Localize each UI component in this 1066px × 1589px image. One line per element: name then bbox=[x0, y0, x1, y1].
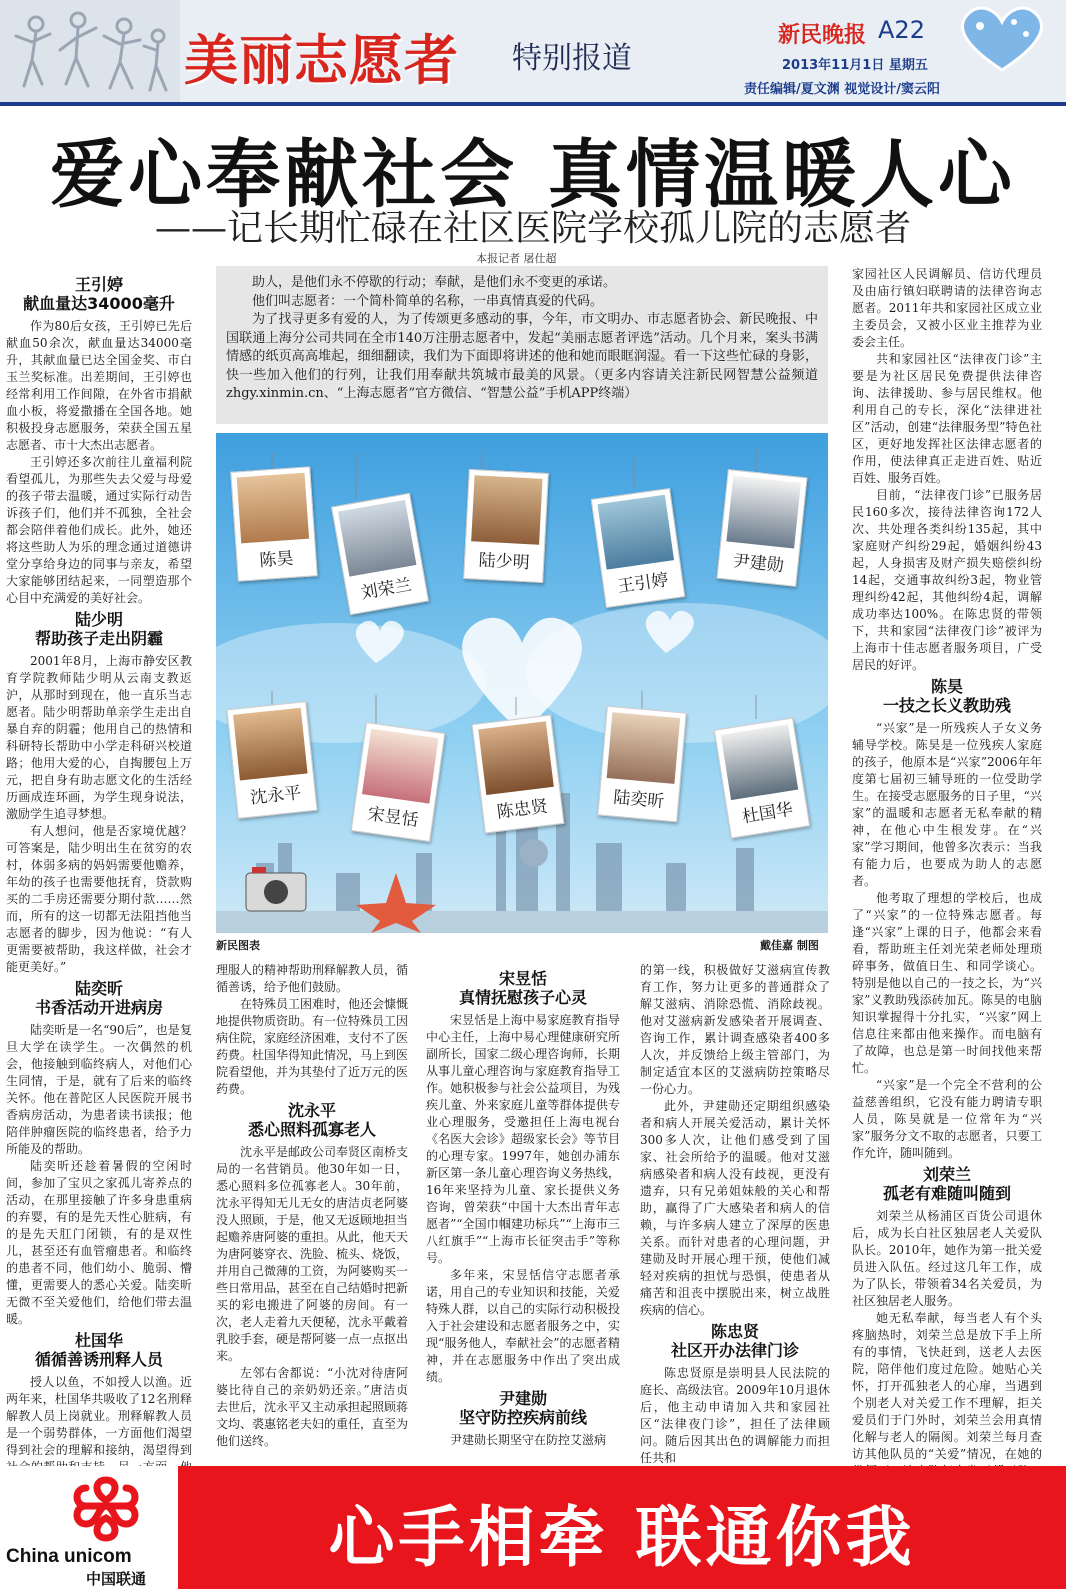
section-name: 陈昊 bbox=[852, 678, 1042, 695]
paragraph: 他考取了理想的学校后，也成了“兴家”的一位特殊志愿者。每逢“兴家”上课的日子，他都会来看看，帮助班主任刘光荣老师处理琐碎事务，做值日生、和同学谈心。特别是他以自己的一技之长，为“兴家”义教助残添砖加瓦。陈昊的电脑知识掌握得十分扎实，“兴家”网上信息往来都由他来操作。而电脑有了故障，也总是第一时间找他来帮忙。 bbox=[852, 891, 1042, 1075]
brand-english: China unicom bbox=[6, 1546, 132, 1567]
brand-chinese: 中国联通 bbox=[86, 1570, 147, 1588]
photo-caption: 刘荣兰 bbox=[359, 575, 414, 604]
paragraph: 有人想问，他是否家境优越？可答案是，陆少明出生在贫穷的农村，体弱多病的妈妈需要他赡养，年幼的孩子也需要他抚育，贷款购买的二手房还需要分期付款……然而，所有的这一切都无法阻挡他当志愿者的脚步，因为他说：“有人更需要被帮助，我这样做，社会才能更美好。” bbox=[6, 824, 192, 974]
paragraph: 尹建勋长期坚守在防控艾滋病 bbox=[450, 1433, 607, 1447]
photo-card bbox=[463, 469, 549, 583]
paragraph: 宋昱恬是上海中易家庭教育指导中心主任，上海中易心理健康研究所副所长，国家二级心理咨询师，长期从事儿童心理咨询与家庭教育指导工作。她积极参与社会公益项目，为残疾儿童、外来家庭儿童等群体提供专业心理服务，受邀担任上海电视台《名医大会诊》超级家长会》等节目的心理专家。1997年，她创办浦东新区第一条儿童心理咨询义务热线，16年来坚持为儿童、家长提供义务咨询，曾荣获“中国十大杰出青年志愿者”“全国巾帼建功标兵”“上海市三八红旗手”“上海市长征突击手”等称号。 bbox=[426, 1013, 620, 1265]
section-title: 真情抚慰孩子心灵 bbox=[458, 988, 587, 1007]
photo-card bbox=[591, 488, 686, 608]
paragraph: 授人以鱼，不如授人以渔。近两年来，杜国华共吸收了12名刑释解教人员上岗就业。刑释解教人员是一个弱势群体，一方面他们渴望得到社会的理解和接纳，渴望得到 bbox=[6, 1375, 192, 1457]
newspaper-name: 新民晚报 bbox=[778, 22, 867, 48]
intro-box bbox=[216, 266, 828, 424]
subheadline: ——记长期忙碌在社区医院学校孤儿院的志愿者 bbox=[154, 208, 911, 249]
paragraph: “兴家”是一个完全不营利的公益慈善组织，它没有能力聘请专职人员，陈昊就是一位常年为“兴家”服务分文不取的志愿者，只要工作允许，随叫随到。 bbox=[852, 1078, 1042, 1160]
column-4 bbox=[640, 962, 830, 1465]
byline: 本报记者 屠仕超 bbox=[476, 252, 557, 265]
section-name: 王引婷 bbox=[6, 276, 192, 293]
dancing-figures-icon bbox=[6, 6, 174, 98]
photo-chen-zhongxian bbox=[478, 721, 554, 795]
section-name: 陆少明 bbox=[6, 611, 192, 628]
section-title: 书香活动开进病房 bbox=[34, 998, 163, 1017]
paragraph: 在特殊员工困难时，他还会慷慨地提供物质资助。有一位特殊员工因病住院，家庭经济困难，支付不了医药费。杜国华得知此情况，马上到医院看望他，并为其垫付了近万元的医药费。 bbox=[216, 997, 409, 1096]
graphic-credit-source: 新民图表 bbox=[216, 939, 260, 952]
special-report-label: 特别报道 bbox=[512, 41, 632, 76]
paragraph: 作为80后女孩，王引婷已先后献血50余次，献血量达34000毫升，其献血量已达全国金奖、市白玉兰奖标准。出差期间，王引婷也经常利用工作间隙，在外省市捐献血小板，将爱撒播在全国各地。她积极投身志愿服务，荣获全国五星志愿者、市十大杰出志愿者。 bbox=[6, 319, 192, 452]
intro-paragraph: 为了找寻更多有爱的人，为了传颂更多感动的事，今年，市文明办、市志愿者协会、新民晚报、中国联通上海分公司共同在全市140万注册志愿者中，发起“美丽志愿者评选”活动。几个月来，案头书满情感的纸页高高堆起，细细翻读，我们为下面即将讲述的他和她而眼眶润湿。看一下这些忙碌的身影，快一些加入他们的行列，让我们用奉献共筑城市最美的风景。（更多内容请关注新民网智慧公益频道 zhgy.xinmin.cn、“上海志愿者”官方微信、“智慧公益”手机APP终端） bbox=[226, 312, 818, 401]
issue-date: 2013年11月1日 星期五 bbox=[782, 58, 928, 73]
section-title: 孤老有难随叫随到 bbox=[882, 1184, 1011, 1203]
heart-cloud-icon bbox=[952, 4, 1052, 74]
photo-lu-yixin bbox=[607, 712, 680, 784]
photo-song-yutian bbox=[362, 729, 439, 804]
photo-caption: 沈永平 bbox=[249, 783, 303, 809]
photo-caption: 王引婷 bbox=[616, 570, 670, 598]
section-name: 陆奕昕 bbox=[6, 980, 192, 997]
section-title: 帮助孩子走出阴霾 bbox=[34, 629, 163, 648]
photo-caption: 尹建勋 bbox=[731, 551, 785, 577]
advertisement-banner bbox=[0, 1466, 1066, 1589]
paragraph: 多年来，宋昱恬信守志愿者承诺，用自己的专业知识和技能，关爱特殊人群，以自己的实际行动积极投入于社会建设和志愿者服务之中，实现“服务他人，奉献社会”的志愿者精神，并在志愿服务中作出了突出成绩。 bbox=[426, 1268, 620, 1384]
section-name: 刘荣兰 bbox=[852, 1166, 1042, 1183]
intro-paragraph: 助人，是他们永不停歇的行动；奉献，是他们永不变更的承诺。 bbox=[252, 275, 617, 290]
paragraph: 陆奕昕是一名“90后”，也是复旦大学在读学生。一次偶然的机会，他接触到临终病人，对他们心生同情，于是，就有了后来的临终关怀。他在普陀区人民医院开展书香病房活动，为患者读书读报；他陪伴肿瘤医院的临终患者，给予力所能及的帮助。 bbox=[6, 1023, 192, 1156]
photo-caption: 陆奕昕 bbox=[612, 787, 666, 813]
masthead-illustration bbox=[0, 0, 180, 102]
section-name: 沈永平 bbox=[216, 1102, 408, 1119]
section-title: 一技之长义教助残 bbox=[882, 696, 1011, 715]
column-3 bbox=[426, 966, 620, 1462]
section-title: 悉心照料孤寡老人 bbox=[247, 1120, 376, 1139]
photo-caption: 陈忠贤 bbox=[495, 796, 549, 823]
photo-lu-shaoming bbox=[471, 475, 542, 544]
photo-card bbox=[230, 466, 317, 581]
paragraph: 家园社区人民调解员、信访代理员及由庙行镇妇联聘请的法律咨询志愿者。2011年共和家园社区成立业主委员会，又被小区业主推荐为业委会主任。 bbox=[852, 267, 1042, 349]
editor-credits: 责任编辑/夏文渊 视觉设计/窦云阳 bbox=[744, 82, 941, 97]
section-title: 社区开办法律门诊 bbox=[670, 1341, 799, 1360]
paragraph: 理服人的精神帮助刑释解教人员，循循善诱，给予他们鼓励。 bbox=[216, 963, 409, 994]
section-name: 杜国华 bbox=[6, 1332, 192, 1349]
paragraph: 沈永平是邮政公司奉贤区南桥支局的一名营销员。他30年如一日，悉心照料多位孤寡老人。30年前，沈永平得知无儿无女的唐洁贞老阿婆没人照顾，于是，他又无返顾地担当起赡养唐阿婆的重担。从此，他天天为唐阿婆穿衣、洗脸、梳头、烧饭，并用自己微薄的工资，为阿婆购买一些日常用品，甚至在自己结婚时把新买的彩电搬进了阿婆的房间。有一次，老人走着九天便秘，沈永平戴着乳胶手套，硬是帮阿婆一点一点抠出来。 bbox=[216, 1145, 409, 1363]
paragraph: 陈忠贤原是崇明县人民法院的庭长、高级法官。2009年10月退休后，他主动申请加入共和家园社区“法律夜门诊”，担任了法律顾问。随后因其出色的调解能力而担任共和 bbox=[640, 1366, 830, 1465]
section-name: 宋昱恬 bbox=[426, 970, 620, 987]
section-title: 坚守防控疾病前线 bbox=[458, 1408, 587, 1427]
paragraph: 此外，尹建勋还定期组织感染者和病人开展关爱活动，累计关怀300多人次，让他们感受到了国家、社会所给予的温暖。他对艾滋病感染者和病人没有歧视，更没有遗弃，只有兄弟姐妹般的关心和帮助，赢得了广大感染者和病人的信赖，与许多病人建立了深厚的医患关系。而针对患者的心理问题，尹建勋及时开展心理干预，使他们减轻对疾病的担忧与恐惧，使患者从痛苦和沮丧中摆脱出来，树立战胜疾病的信心。 bbox=[640, 1099, 830, 1317]
photo-card bbox=[226, 701, 317, 819]
paragraph: 左邻右舍都说：“小沈对待唐阿婆比待自己的亲奶奶还亲。”唐洁贞去世后，沈永平又主动承担起照顾蒋文均、裘惠铭老夫妇的重任，直至为他们送终。 bbox=[216, 1366, 409, 1448]
section-name: 尹建勋 bbox=[426, 1390, 620, 1407]
paragraph: 的第一线，积极做好艾滋病宣传教育工作，努力让更多的普通群众了解艾滋病、消除恐慌、消除歧视。他对艾滋病新发感染者开展调查、咨询工作，累计调查感染者400多人次，并反馈给上级主管部门，为制定适宜本区的艾滋病防控策略尽一份心力。 bbox=[640, 963, 830, 1096]
photo-wang-yinting bbox=[598, 495, 675, 570]
paragraph: “兴家”是一所残疾人子女义务辅导学校。陈昊是一位残疾人家庭的孩子，他原本是“兴家”2006年年度第七届初三辅导班的一位受助学生。在接受志愿服务的日子里，“兴家”的温暖和志愿者无私奉献的精神，在他心中生根发芽。在“兴家”学习期间，他曾多次表示：当我有能力后，也要成为助人的志愿者。 bbox=[852, 721, 1042, 888]
column-name: 美丽志愿者 bbox=[184, 29, 459, 92]
photo-card bbox=[716, 469, 807, 587]
column-2 bbox=[216, 962, 408, 1462]
photo-card bbox=[597, 706, 686, 823]
page-number: A22 bbox=[878, 16, 925, 44]
masthead bbox=[0, 0, 1066, 106]
column-1 bbox=[6, 272, 192, 1462]
paragraph: 王引婷还多次前往儿童福利院看望孤儿，为那些失去父爱与母爱的孩子带去温暖，通过实际行动告诉孩子们，他们并不孤独，全社会都会陪伴着他们成长。此外，她还将这些助人为乐的理念通过道德讲堂分享给身边的同事与亲友，希望大家能够团结起来，一同塑造那个心目中充满爱的美好社会。 bbox=[6, 455, 192, 605]
photo-du-guohua bbox=[721, 724, 798, 800]
photo-caption: 陈昊 bbox=[258, 548, 295, 572]
paragraph: 陆奕昕还趁着暑假的空闲时间，参加了宝贝之家孤儿寄养点的活动，在那里接触了许多身患重病的弃婴，有的是先天性心脏病，有的是先天肛门闭锁，有的是双性儿，甚至还有血管瘤患者。和临终的患者不同，他们幼小、脆弱、懵懂，更需要人的悉心关爱。陆奕昕无微不至关爱他们，给他们带去温暖。 bbox=[6, 1159, 192, 1326]
photo-shen-yongping bbox=[233, 708, 308, 781]
photo-liu-ronglan bbox=[338, 500, 416, 577]
section-title: 献血量达34000毫升 bbox=[23, 294, 175, 313]
photo-chen-hao bbox=[237, 473, 309, 544]
volunteer-photo-collage bbox=[216, 433, 828, 933]
ad-slogan: 心手相牵 联通你我 bbox=[328, 1499, 916, 1576]
column-5 bbox=[852, 266, 1042, 1462]
headline: 爱心奉献社会 真情温暖人心 bbox=[50, 132, 1016, 218]
photo-caption: 宋昱恬 bbox=[366, 804, 420, 832]
photo-card bbox=[472, 715, 565, 834]
photo-caption: 杜国华 bbox=[740, 799, 795, 828]
paragraph: 她无私奉献，每当老人有个头疼脑热时，刘荣兰总是放下手上所有的事情，飞快赶到，送老人去医院，陪伴他们度过危险。她贴心关怀，打开孤独老人的心扉，当遇到个别老人对关爱工作不理解，拒关爱员们于门外时，刘荣兰会用真情化解与老人的隔阂。刘荣兰每月查访其他队员的“关爱”情况，在她的 bbox=[852, 1311, 1042, 1461]
section-name: 陈忠贤 bbox=[640, 1323, 830, 1340]
photo-card bbox=[714, 717, 810, 838]
paragraph: 目前，“法律夜门诊”已服务居民160多次，接待法律咨询172人次、共处理各类纠纷135起，其中家庭财产纠纷29起，婚姻纠纷43起，人身损害及财产损失赔偿纠纷14起，交通事故纠纷3起，物业管理纠纷42起，其他纠纷4起，调解成功率达100%。在陈忠贤的带领下，共和家园“法律夜门诊”被评为上海市十佳志愿者服务项目，广受居民的好评。 bbox=[852, 488, 1042, 672]
paragraph: 2001年8月，上海市静安区教育学院教师陆少明从云南支教返沪，从那时到现在，他一直乐当志愿者。陆少明帮助单亲学生走出自暴自弃的阴霾；他用自己的热情和科研特长帮助中小学走科研兴校道路；他用大爱的心，自掏腰包上万元，把自身有助志愿文化的生活经历画成连环画，为学生现身说法，激励学生追寻梦想。 bbox=[6, 654, 192, 821]
photo-card bbox=[351, 722, 446, 842]
intro-paragraph: 他们叫志愿者：一个简朴简单的名称，一串真情真爱的代码。 bbox=[252, 293, 604, 309]
graphic-credit-designer: 戴佳嘉 制图 bbox=[760, 939, 819, 952]
paragraph: 刘荣兰从杨浦区百货公司退休后，成为长白社区独居老人关爱队队长。2010年，她作为第一批关爱员进入队伍。经过这几年工作，成为了队长，带领着34名关爱员，为社区独居老人服务。 bbox=[852, 1209, 1042, 1308]
photo-yin-jianxun bbox=[726, 476, 801, 549]
paragraph: 共和家园社区“法律夜门诊”主要是为社区居民免费提供法律咨询、法律援助、参与居民维权。他利用自己的专长，深化“法律进社区”活动，创建“法律服务型”特色社区，更好地发挥社区法律志愿者的作用，使法律真正走进百姓、贴近百姓、服务百姓。 bbox=[852, 352, 1042, 485]
photo-caption: 陆少明 bbox=[478, 550, 531, 574]
section-title: 循循善诱刑释人员 bbox=[34, 1350, 163, 1369]
china-unicom-knot-icon bbox=[66, 1474, 146, 1544]
